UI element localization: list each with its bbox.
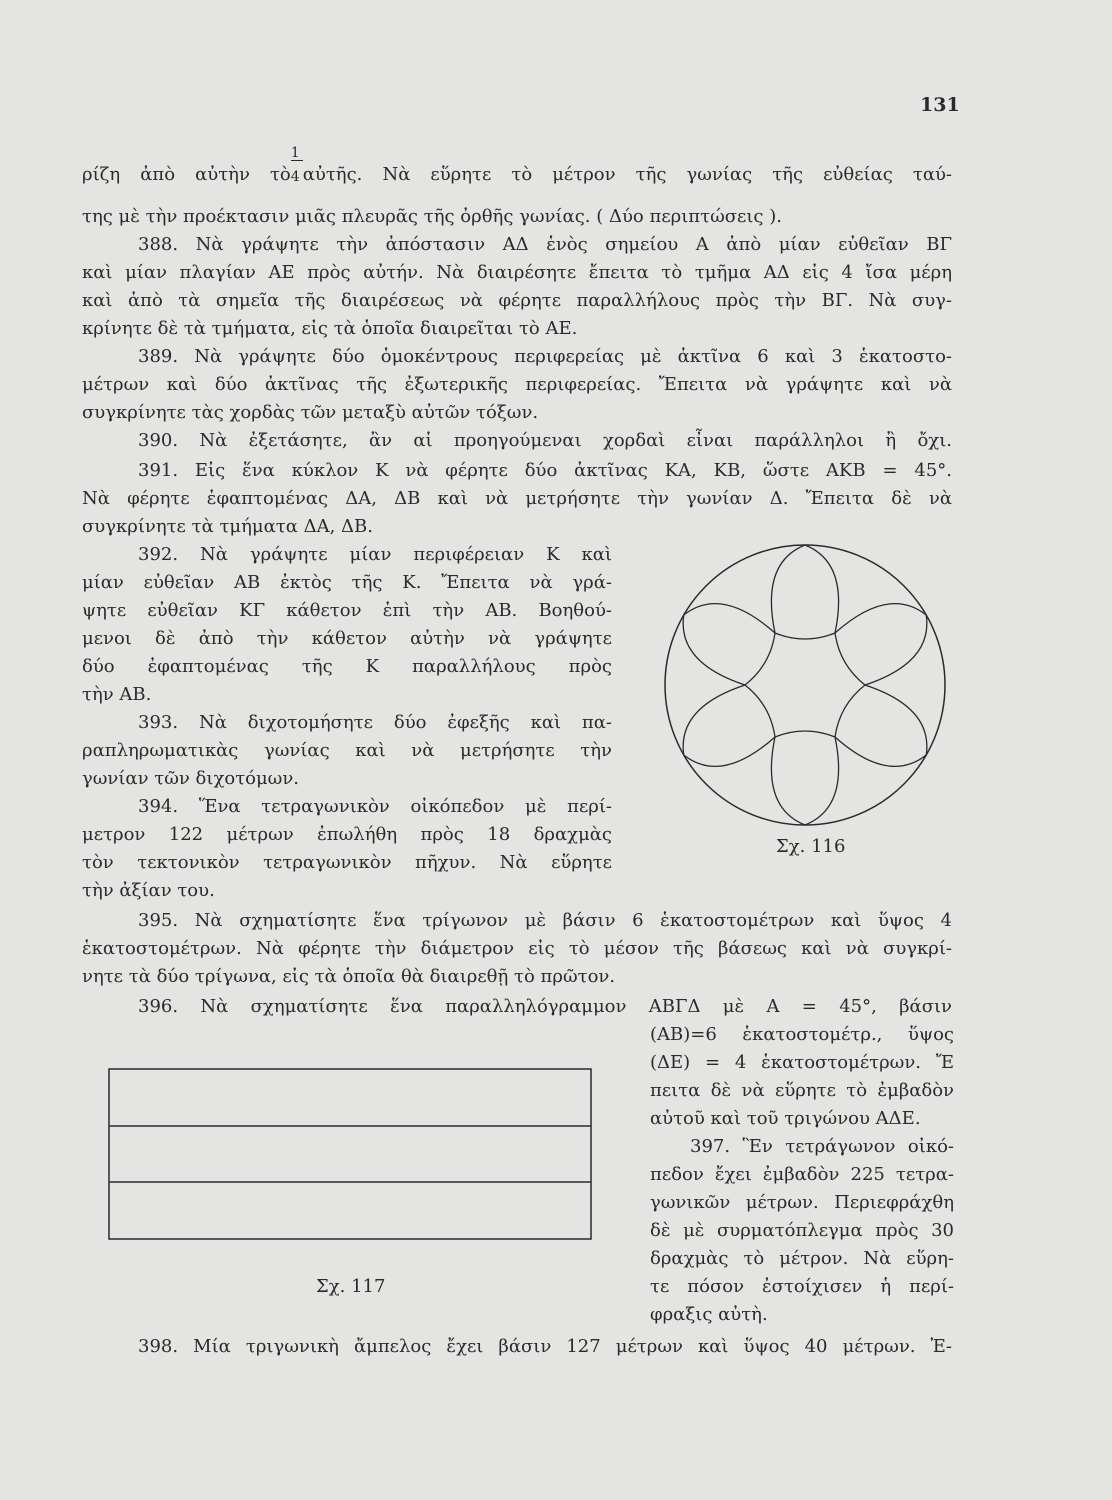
petal-group bbox=[683, 545, 927, 825]
ex397-line: δὲ μὲ συρματόπλεγμα πρὸς 30 bbox=[650, 1220, 954, 1241]
ex398-line: 398. Μία τριγωνικὴ ἄμπελος ἔχει βάσιν 127 μέτρων καὶ ὕψος 40 μέτρων. Ἐ- bbox=[138, 1336, 952, 1357]
ex391-line: 391. Εἰς ἕνα κύκλον Κ νὰ φέρητε δύο ἀκτῖνας ΚΑ, ΚΒ, ὥστε ΑΚΒ = 45°. bbox=[138, 460, 952, 481]
top-line-1-post: αὐτῆς. Νὰ εὕρητε τὸ μέτρον τῆς γωνίας τῆς εὐθείας ταύ- bbox=[302, 164, 953, 185]
figure-116-caption: Σχ. 116 bbox=[776, 836, 846, 857]
ex393-line: ραπληρωματικὰς γωνίας καὶ νὰ μετρήσητε τὴν bbox=[82, 740, 612, 761]
ex397-line: γωνικῶν μέτρων. Περιεφράχθη bbox=[650, 1192, 954, 1213]
figure-117-caption: Σχ. 117 bbox=[316, 1276, 386, 1297]
petal-arc bbox=[683, 604, 775, 685]
fraction-numerator: 1 bbox=[290, 145, 300, 161]
inner-arc bbox=[745, 633, 775, 685]
ex397-line: φραξις αὐτὴ. bbox=[650, 1304, 768, 1325]
inner-arc bbox=[775, 633, 835, 639]
ex392-line: τὴν ΑΒ. bbox=[82, 684, 152, 705]
ex394-line: τὸν τεκτονικὸν τετραγωνικὸν πῆχυν. Νὰ εὕρητε bbox=[82, 852, 612, 873]
petal-arc bbox=[835, 685, 927, 766]
ex396-line: (ΔΕ) = 4 ἑκατοστομέτρων. Ἔ bbox=[650, 1052, 954, 1073]
top-line-2: της μὲ τὴν προέκτασιν μιᾶς πλευρᾶς τῆς ὀρθῆς γωνίας. ( Δύο περιπτώσεις ). bbox=[82, 206, 782, 227]
ex394-line: 394. Ἕνα τετραγωνικὸν οἰκόπεδον μὲ περί- bbox=[138, 796, 612, 817]
ex388-line: καὶ μίαν πλαγίαν ΑΕ πρὸς αὐτήν. Νὰ διαιρέσητε ἔπειτα τὸ τμῆμα ΑΔ εἰς 4 ἴσα μέρη bbox=[82, 262, 952, 283]
top-line-1-pre: ρίζη ἀπὸ αὐτὴν τὸ bbox=[82, 164, 291, 185]
ex391-line: συγκρίνητε τὰ τμήματα ΔΑ, ΔΒ. bbox=[82, 516, 373, 537]
petal-arc bbox=[835, 604, 927, 685]
ex392-line: μίαν εὐθεῖαν ΑΒ ἐκτὸς τῆς Κ. Ἔπειτα νὰ γρά- bbox=[82, 572, 612, 593]
inner-arc bbox=[835, 633, 865, 685]
ex394-line: μετρον 122 μέτρων ἐπωλήθη πρὸς 18 δραχμὰς bbox=[82, 824, 612, 845]
ex397-line: δραχμὰς τὸ μέτρον. Νὰ εὕρη- bbox=[650, 1248, 954, 1269]
ex389-line: συγκρίνητε τὰς χορδὰς τῶν μεταξὺ αὐτῶν τόξων. bbox=[82, 402, 539, 423]
ex388-line: κρίνητε δὲ τὰ τμήματα, εἰς τὰ ὁποῖα διαιρεῖται τὸ ΑΕ. bbox=[82, 318, 578, 339]
ex393-line: γωνίαν τῶν διχοτόμων. bbox=[82, 768, 300, 789]
ex391-line: Νὰ φέρητε ἐφαπτομένας ΔΑ, ΔΒ καὶ νὰ μετρήσητε τὴν γωνίαν Δ. Ἔπειτα δὲ νὰ bbox=[82, 488, 952, 509]
ex392-line: μενοι δὲ ἀπὸ τὴν κάθετον αὐτὴν νὰ γράψητε bbox=[82, 628, 612, 649]
ex390-line: 390. Νὰ ἐξετάσητε, ἂν αἱ προηγούμεναι χορδαὶ εἶναι παράλληλοι ἢ ὄχι. bbox=[138, 430, 952, 451]
ex397-line: 397. Ἓν τετράγωνον οἰκό- bbox=[690, 1136, 954, 1157]
inner-arc bbox=[835, 685, 865, 737]
ex392-line: δύο ἐφαπτομένας τῆς Κ παραλλήλους πρὸς bbox=[82, 656, 612, 677]
ex388-line: καὶ ἀπὸ τὰ σημεῖα τῆς διαιρέσεως νὰ φέρητε παραλλήλους πρὸς τὴν ΒΓ. Νὰ συγ- bbox=[82, 290, 952, 311]
petal-arc bbox=[771, 545, 838, 633]
outer-rectangle bbox=[109, 1069, 591, 1239]
ex389-line: 389. Νὰ γράψητε δύο ὁμοκέντρους περιφερείας μὲ ἀκτῖνα 6 καὶ 3 ἑκατοστο- bbox=[138, 346, 952, 367]
fraction-one-quarter bbox=[290, 145, 303, 185]
ex396-line: πειτα δὲ νὰ εὕρητε τὸ ἐμβαδὸν bbox=[650, 1080, 954, 1101]
top-line-1 bbox=[82, 145, 953, 188]
ex395-line: 395. Νὰ σχηματίσητε ἕνα τρίγωνον μὲ βάσιν 6 ἑκατοστομέτρων καὶ ὕψος 4 bbox=[138, 910, 952, 931]
ex394-line: τὴν ἀξίαν του. bbox=[82, 880, 215, 901]
figure-116-rosette bbox=[660, 540, 950, 830]
ex389-line: μέτρων καὶ δύο ἀκτῖνας τῆς ἐξωτερικῆς περιφερείας. Ἔπειτα νὰ γράψητε καὶ νὰ bbox=[82, 374, 952, 395]
ex395-line: ἑκατοστομέτρων. Νὰ φέρητε τὴν διάμετρον εἰς τὸ μέσον τῆς βάσεως καὶ νὰ συγκρί- bbox=[82, 938, 952, 959]
ex388-line: 388. Νὰ γράψητε τὴν ἀπόστασιν ΑΔ ἑνὸς σημείου Α ἀπὸ μίαν εὐθεῖαν ΒΓ bbox=[138, 234, 952, 255]
petal-arc bbox=[683, 685, 775, 766]
ex395-line: νητε τὰ δύο τρίγωνα, εἰς τὰ ὁποῖα θὰ διαιρεθῇ τὸ πρῶτον. bbox=[82, 966, 616, 987]
page-number: 131 bbox=[920, 94, 960, 116]
inner-arc bbox=[775, 731, 835, 737]
ex396-line: 396. Νὰ σχηματίσητε ἕνα παραλληλόγραμμον ΑΒΓΔ μὲ Α = 45°, βάσιν bbox=[138, 996, 952, 1017]
figure-117-rectangles bbox=[108, 1068, 592, 1240]
ex392-line: ψητε εὐθεῖαν ΚΓ κάθετον ἐπὶ τὴν ΑΒ. Βοηθού- bbox=[82, 600, 612, 621]
outer-circle bbox=[665, 545, 945, 825]
inner-arc bbox=[745, 685, 775, 737]
ex396-line: αὐτοῦ καὶ τοῦ τριγώνου ΑΔΕ. bbox=[650, 1108, 921, 1129]
fraction-denominator: 4 bbox=[290, 169, 300, 185]
petal-arc bbox=[771, 737, 838, 825]
ex392-line: 392. Νὰ γράψητε μίαν περιφέρειαν Κ καὶ bbox=[138, 544, 612, 565]
ex397-line: πεδον ἔχει ἐμβαδὸν 225 τετρα- bbox=[650, 1164, 954, 1185]
ex396-line: (ΑΒ)=6 ἑκατοστομέτρ., ὕψος bbox=[650, 1024, 954, 1045]
ex393-line: 393. Νὰ διχοτομήσητε δύο ἐφεξῆς καὶ πα- bbox=[138, 712, 612, 733]
ex397-line: τε πόσον ἐστοίχισεν ἡ περί- bbox=[650, 1276, 954, 1297]
